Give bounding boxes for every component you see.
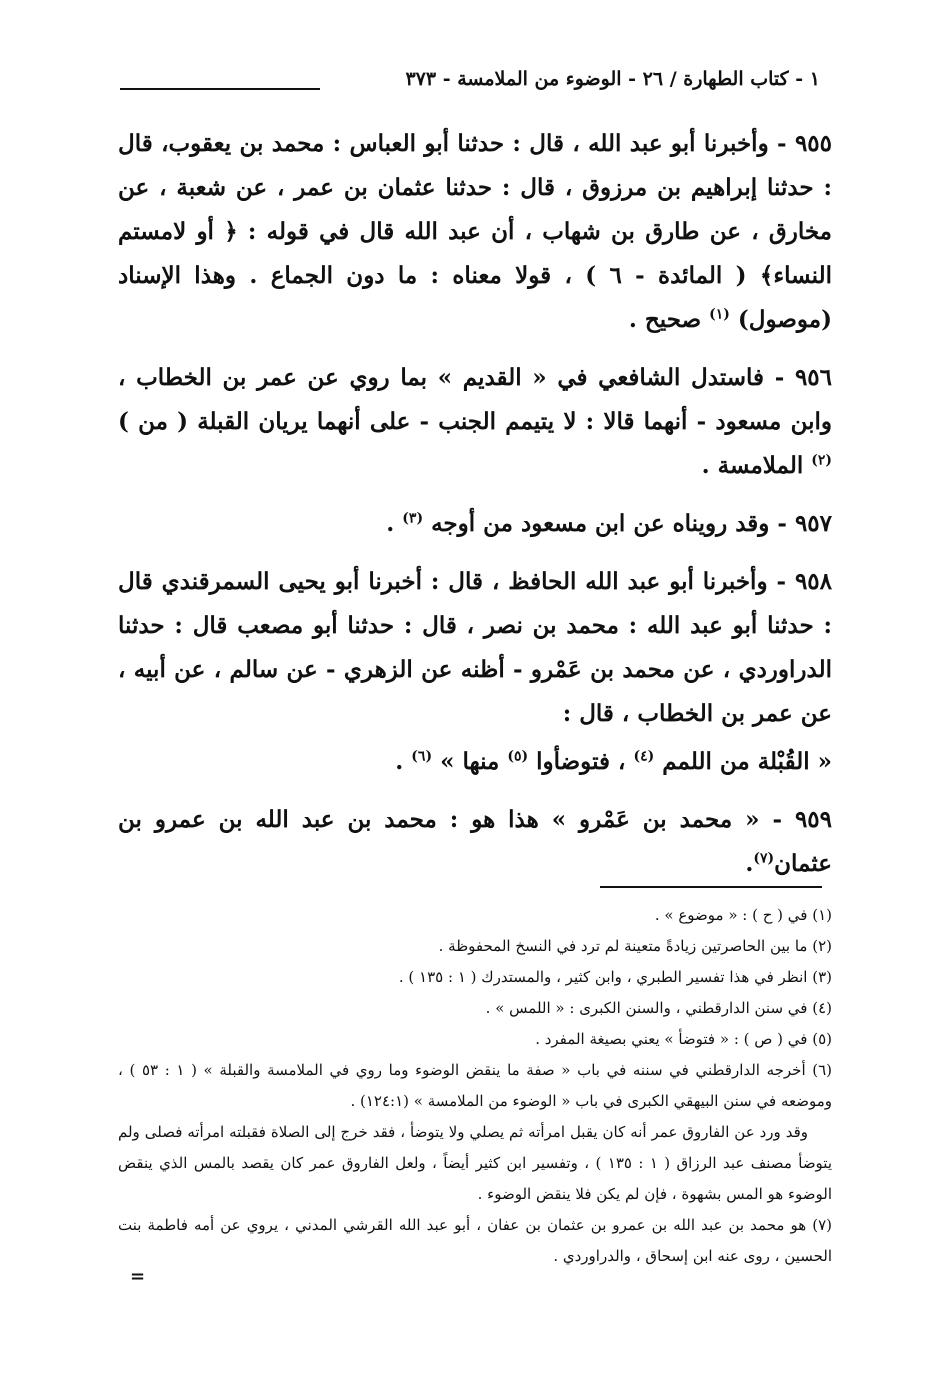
footnote-6: (٦) أخرجه الدارقطني في سننه في باب « صفة ما ينقض الوضوء وما روي في الملامسة والقبلة » ( ١ : ٥٣ ) ، وموضعه في سنن البيهقي الكبرى في باب « الوضوء من الملامسة » (١٢٤:١) . <box>118 1061 833 1110</box>
quote-text-2: ، فتوضأوا <box>528 748 634 775</box>
quote-text: « القُبْلة من اللمم <box>654 748 832 775</box>
footnote-3: (٣) انظر في هذا تفسير الطبري ، وابن كثير ، والمستدرك ( ١ : ١٣٥ ) . <box>398 968 832 986</box>
paragraph-tail: صحيح . <box>628 306 710 333</box>
quote-text-3: منها » <box>432 748 508 775</box>
footnotes-rule <box>600 886 822 888</box>
paragraph-955 <box>118 122 832 342</box>
footnote-2: (٢) ما بين الحاصرتين زيادةً متعينة لم ترد في النسخ المحفوظة . <box>438 937 832 955</box>
paragraph-text: ٩٥٩ - « محمد بن عَمْرو » هذا هو : محمد بن عبد الله بن عمرو بن عثمان <box>118 806 832 877</box>
header-rule <box>120 88 320 90</box>
footnote-ref: (٦) <box>411 748 433 765</box>
footnote-ref: (٢) <box>811 452 832 469</box>
quote-text-4: . <box>395 748 412 775</box>
footnote-ref: (٤) <box>633 748 655 765</box>
footnote-ref: (١) <box>709 306 730 323</box>
paragraph-text: ٩٥٦ - فاستدل الشافعي في « القديم » بما روي عن عمر بن الخطاب ، وابن مسعود - أنهما قالا : لا يتيمم الجنب - على أنهما يريان القبلة ( من ) <box>118 364 832 435</box>
main-text <box>118 122 832 900</box>
footnote-ref: (٥) <box>507 748 529 765</box>
paragraph-tail: . <box>745 850 754 877</box>
paragraph-tail: . <box>386 510 403 537</box>
paragraph-959 <box>118 798 832 886</box>
continued-mark: = <box>130 1266 146 1287</box>
footnote-7: (٧) هو محمد بن عبد الله بن عمرو بن عثمان بن عفان ، أبو عبد الله القرشي المدني ، يروي عن أمه فاطمة بنت الحسين ، روى عنه ابن إسحاق ، والدراوردي . <box>118 1216 832 1265</box>
paragraph-958 <box>118 560 832 736</box>
footnote-ref: (٧) <box>753 850 775 867</box>
footnote-5: (٥) في ( ص ) : « فتوضأ » يعني بصيغة المفرد . <box>535 1030 832 1048</box>
paragraph-957 <box>118 502 832 546</box>
running-header <box>120 62 820 96</box>
footnote-4: (٤) في سنن الدارقطني ، والسنن الكبرى : « اللمس » . <box>485 999 832 1017</box>
header-title: ١ - كتاب الطهارة / ٢٦ - الوضوء من الملامسة - ٣٧٣ <box>405 68 820 90</box>
footnote-1: (١) في ( ح ) : « موضوع » . <box>654 906 832 924</box>
paragraph-text: ٩٥٧ - وقد رويناه عن ابن مسعود من أوجه <box>423 510 832 537</box>
paragraph-text: ٩٥٥ - وأخبرنا أبو عبد الله ، قال : حدثنا أبو العباس : محمد بن يعقوب، قال : حدثنا إبراهيم بن مرزوق ، قال : حدثنا عثمان بن عمر ، عن شعبة ، عن مخارق ، عن طارق بن شهاب ، أن عبد الله قال في قوله : ﴿ أو لامستم النساء﴾ ( المائدة - ٦ ) ، قولا معناه : ما دون الجماع . وهذا الإسناد (موصول) <box>118 130 832 333</box>
footnote-ref: (٣) <box>402 510 424 527</box>
paragraph-956 <box>118 356 832 488</box>
footnotes <box>118 900 832 1272</box>
hadith-quote <box>118 740 832 784</box>
paragraph-text: ٩٥٨ - وأخبرنا أبو عبد الله الحافظ ، قال : أخبرنا أبو يحيى السمرقندي قال : حدثنا أبو عبد الله : محمد بن نصر ، قال : حدثنا أبو مصعب قال : حدثنا الدراوردي ، عن محمد بن عَمْرو - أظنه عن الزهري - عن سالم ، عن أبيه ، عن عمر بن الخطاب ، قال : <box>118 568 832 727</box>
paragraph-tail: الملامسة . <box>701 452 812 479</box>
footnote-6-continued: وقد ورد عن الفاروق عمر أنه كان يقبل امرأته ثم يصلي ولا يتوضأ ، فقد خرج إلى الصلاة فقبلته امرأته فصلى ولم يتوضأ مصنف عبد الرزاق ( ١ : ١٣٥ ) ، وتفسير ابن كثير أيضاً ، ولعل الفاروق عمر كان يقصد بالمس الذي ينقض الوضوء هو المس بشهوة ، فإن لم يكن فلا ينقض الوضوء . <box>118 1123 833 1203</box>
